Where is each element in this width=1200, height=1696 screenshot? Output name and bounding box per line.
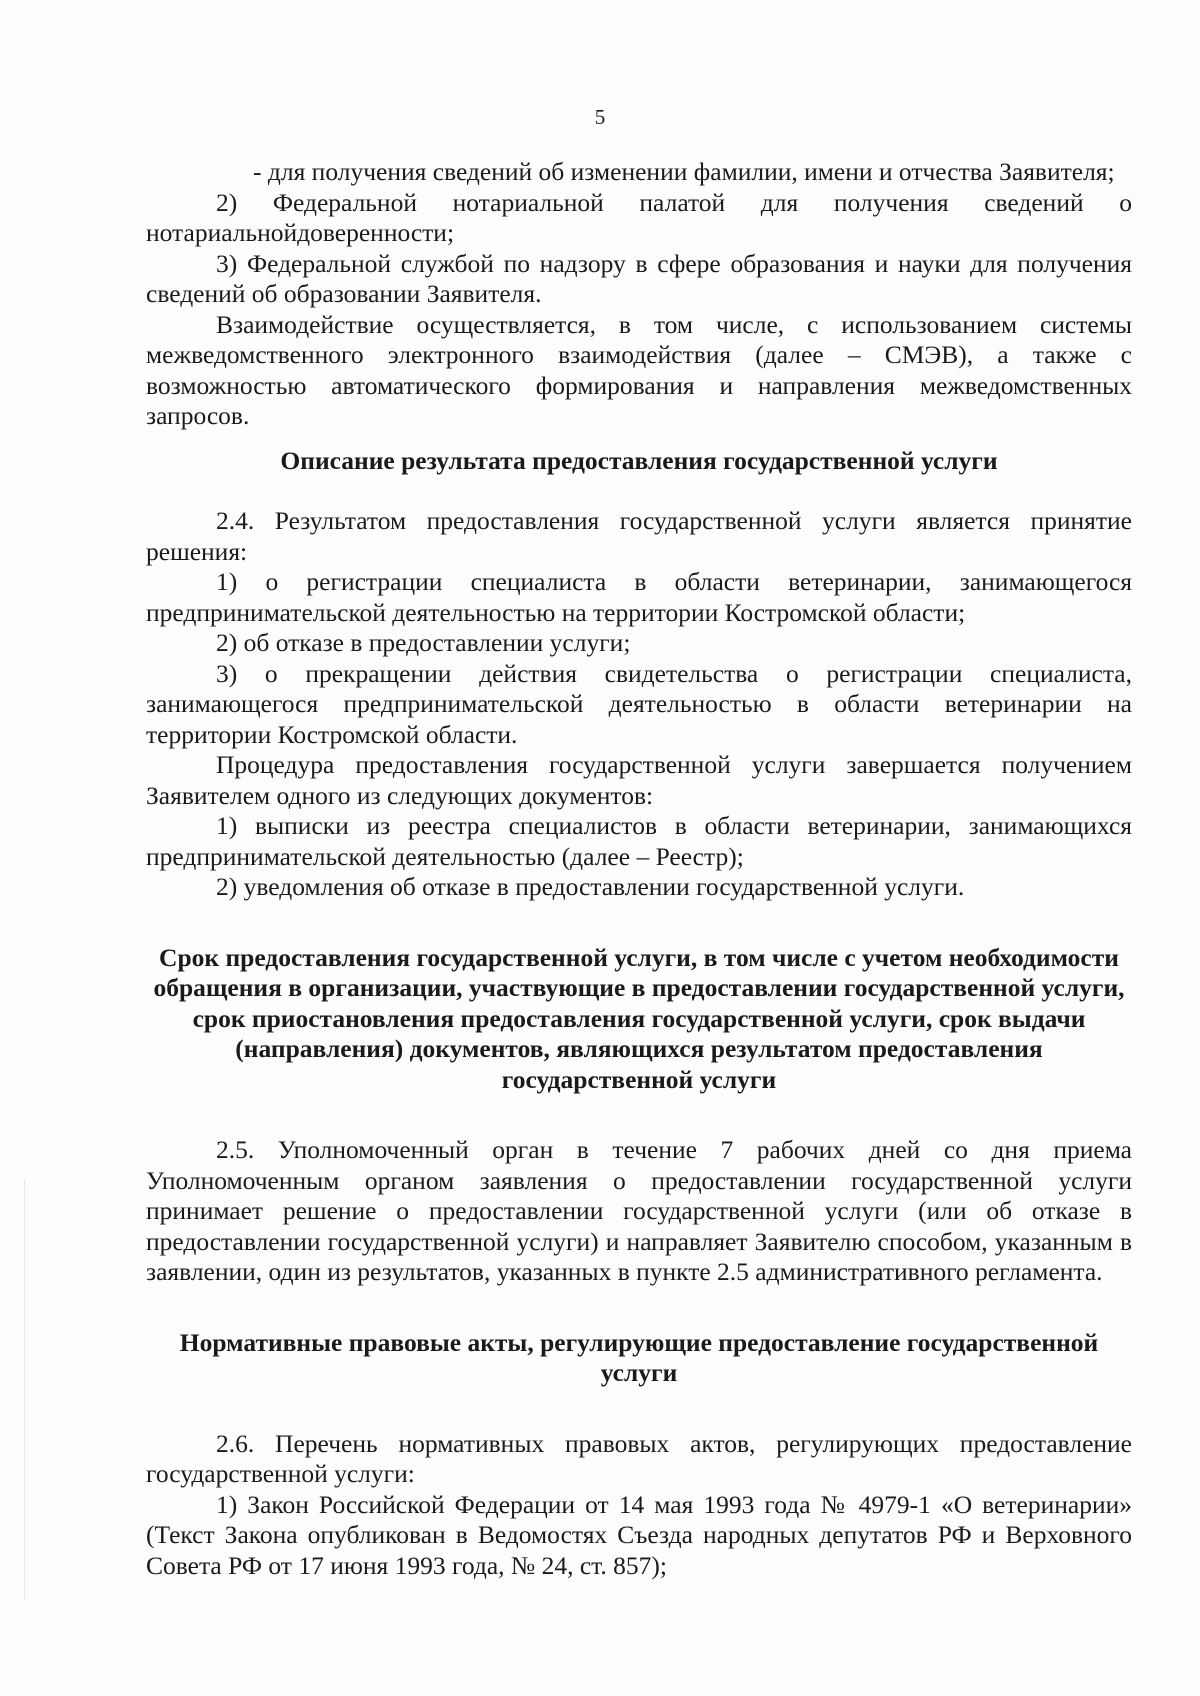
paragraph-smev-interaction: Взаимодействие осуществляется, в том числе, с использованием системы межведомственного электронного взаимодействия (далее – СМЭВ), а также с возможностью автоматического формирования и направления межведомственных запросов.: [146, 309, 1132, 430]
page-number: 5: [594, 105, 606, 129]
paragraph-surname-change: - для получения сведений об изменении фамилии, имени и отчества Заявителя;: [253, 157, 1115, 186]
scan-margin-mark: [24, 1180, 27, 1600]
paragraph-2-6: 2.6. Перечень нормативных правовых актов, регулирующих предоставление государственной услуги:: [146, 1428, 1132, 1488]
spacer: [146, 1288, 1132, 1328]
spacer: [146, 1095, 1132, 1135]
paragraph-procedure: Процедура предоставления государственной услуги завершается получением Заявителем одного из следующих документов:: [146, 750, 1132, 810]
section-heading-result: Описание результата предоставления государственной услуги: [280, 445, 998, 475]
document-body: [146, 157, 1132, 1581]
paragraph-refusal: 2) об отказе в предоставлении услуги;: [216, 628, 631, 657]
paragraph-education-service: 3) Федеральной службой по надзору в сфере образования и науки для получения сведений об образовании Заявителя.: [146, 248, 1132, 308]
paragraph-registry-extract: 1) выписки из реестра специалистов в области ветеринарии, занимающихся предпринимательской деятельностью (далее – Реестр);: [146, 811, 1132, 871]
section-heading-legal-acts: Нормативные правовые акты, регулирующие предоставление государственной услуги: [179, 1327, 1099, 1387]
paragraph-2-5: 2.5. Уполномоченный орган в течение 7 рабочих дней со дня приема Уполномоченным органом заявления о предоставлении государственной услуги принимает решение о предоставлении государственной услуги (или об отказе в предоставлении государственной услуги) и направляет Заявителю способом, указанным в заявлении, один из результатов, указанных в пункте 2.5 административного регламента.: [146, 1135, 1132, 1286]
section-heading-term: Срок предоставления государственной услуги, в том числе с учетом необходимости обращения в организации, участвующие в предоставлении государственной услуги, срок приостановления предоставления государственной услуги, срок выдачи (направления) документов, являющихся результатом предоставления государственной услуги: [153, 942, 1125, 1094]
spacer: [146, 1389, 1132, 1429]
paragraph-2-4: 2.4. Результатом предоставления государственной услуги является принятие решения:: [146, 506, 1132, 566]
paragraph-termination: 3) о прекращении действия свидетельства о регистрации специалиста, занимающегося предпринимательской деятельностью в области ветеринарии на территории Костромской области.: [146, 658, 1132, 749]
paragraph-veterinary-law: 1) Закон Российской Федерации от 14 мая 1993 года № 4979-1 «О ветеринарии» (Текст Закона опубликован в Ведомостях Съезда народных депутатов РФ и Верховного Совета РФ от 17 июня 1993 года, № 24, ст. 857);: [146, 1489, 1132, 1580]
spacer: [146, 432, 1132, 446]
paragraph-registration: 1) о регистрации специалиста в области ветеринарии, занимающегося предпринимательской деятельностью на территории Костромской области;: [146, 567, 1132, 627]
spacer: [146, 476, 1132, 506]
spacer: [146, 903, 1132, 943]
paragraph-notary-chamber: 2) Федеральной нотариальной палатой для получения сведений о нотариальнойдоверенности;: [146, 187, 1132, 247]
paragraph-refusal-notice: 2) уведомления об отказе в предоставлении государственной услуги.: [216, 872, 965, 901]
